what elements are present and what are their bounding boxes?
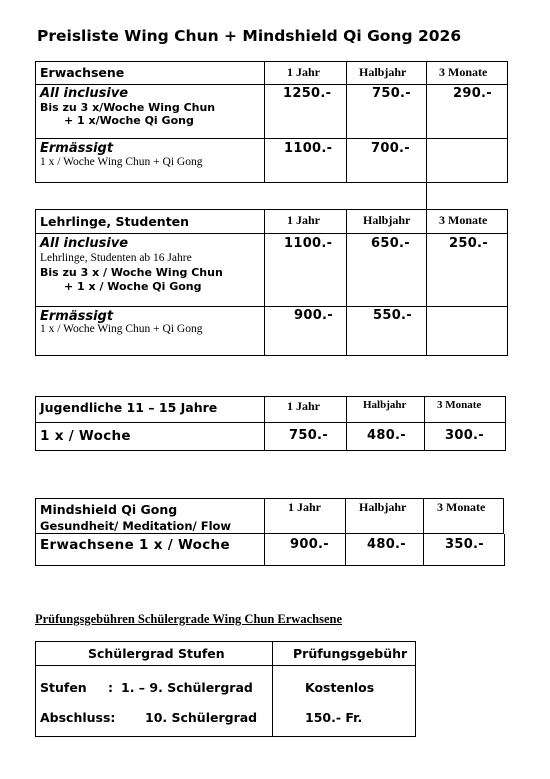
row-detail: 10. Schülergrad xyxy=(145,710,258,725)
row-name: All inclusive xyxy=(40,236,129,251)
row-detail: 1. – 9. Schülergrad xyxy=(121,680,253,695)
price-1-jahr: 1250.- xyxy=(283,86,332,101)
price-halbjahr: 550.- xyxy=(373,308,412,323)
price-1-jahr: 750.- xyxy=(289,428,328,443)
column-header-1-jahr: 1 Jahr xyxy=(287,65,320,79)
price-halbjahr: 750.- xyxy=(372,86,411,101)
column-header-1-jahr: 1 Jahr xyxy=(288,500,321,514)
column-header-3-monate: 3 Monate xyxy=(437,399,482,411)
column-header-halbjahr: Halbjahr xyxy=(363,399,407,411)
column-header-halbjahr: Halbjahr xyxy=(359,500,407,514)
column-header-halbjahr: Halbjahr xyxy=(359,65,407,79)
divider xyxy=(426,183,427,209)
row-fee: Kostenlos xyxy=(305,680,375,695)
row-detail: + 1 x/Woche Qi Gong xyxy=(64,114,194,127)
price-halbjahr: 700.- xyxy=(371,141,410,156)
price-1-jahr: 1100.- xyxy=(284,236,333,251)
column-header-3-monate: 3 Monate xyxy=(439,213,488,227)
price-3-monate: 350.- xyxy=(445,537,484,552)
page-title: Preisliste Wing Chun + Mindshield Qi Gong 2026 xyxy=(37,27,462,45)
section-header: Jugendliche 11 – 15 Jahre xyxy=(40,400,218,415)
column-header-gebuehr: Prüfungsgebühr xyxy=(293,646,408,661)
price-3-monate: 300.- xyxy=(445,428,484,443)
price-1-jahr: 900.- xyxy=(294,308,333,323)
row-fee: 150.- Fr. xyxy=(305,710,363,725)
row-detail: + 1 x / Woche Qi Gong xyxy=(64,280,202,293)
row-label: Abschluss: xyxy=(40,710,116,725)
column-header-1-jahr: 1 Jahr xyxy=(287,213,320,227)
row-detail: Bis zu 3 x/Woche Wing Chun xyxy=(40,101,216,114)
section-heading-pruefung: Prüfungsgebühren Schülergrade Wing Chun Erwachsene xyxy=(35,612,342,626)
column-header-3-monate: 3 Monate xyxy=(439,65,488,79)
row-name: 1 x / Woche xyxy=(40,428,131,444)
row-separator: : xyxy=(108,680,113,695)
section-header: Mindshield Qi Gong xyxy=(40,502,178,517)
section-header: Erwachsene xyxy=(40,65,125,80)
price-halbjahr: 480.- xyxy=(367,537,406,552)
row-detail: 1 x / Woche Wing Chun + Qi Gong xyxy=(40,323,203,335)
row-detail: 1 x / Woche Wing Chun + Qi Gong xyxy=(40,156,203,168)
column-header-1-jahr: 1 Jahr xyxy=(287,399,320,413)
row-detail: Bis zu 3 x / Woche Wing Chun xyxy=(40,266,223,279)
price-halbjahr: 480.- xyxy=(367,428,406,443)
row-name: Erwachsene 1 x / Woche xyxy=(40,537,230,553)
price-1-jahr: 1100.- xyxy=(284,141,333,156)
row-name: All inclusive xyxy=(40,86,129,101)
row-name: Ermässigt xyxy=(40,309,114,324)
price-3-monate: 250.- xyxy=(449,236,488,251)
row-label: Stufen xyxy=(40,680,87,695)
column-header-3-monate: 3 Monate xyxy=(437,500,486,514)
price-3-monate: 290.- xyxy=(453,86,492,101)
column-header-halbjahr: Halbjahr xyxy=(363,213,411,227)
column-header-stufen: Schülergrad Stufen xyxy=(88,646,225,661)
section-header: Lehrlinge, Studenten xyxy=(40,214,190,229)
row-detail: Lehrlinge, Studenten ab 16 Jahre xyxy=(40,252,192,264)
price-halbjahr: 650.- xyxy=(371,236,410,251)
section-subheader: Gesundheit/ Meditation/ Flow xyxy=(40,519,232,533)
price-1-jahr: 900.- xyxy=(290,537,329,552)
row-name: Ermässigt xyxy=(40,141,114,156)
